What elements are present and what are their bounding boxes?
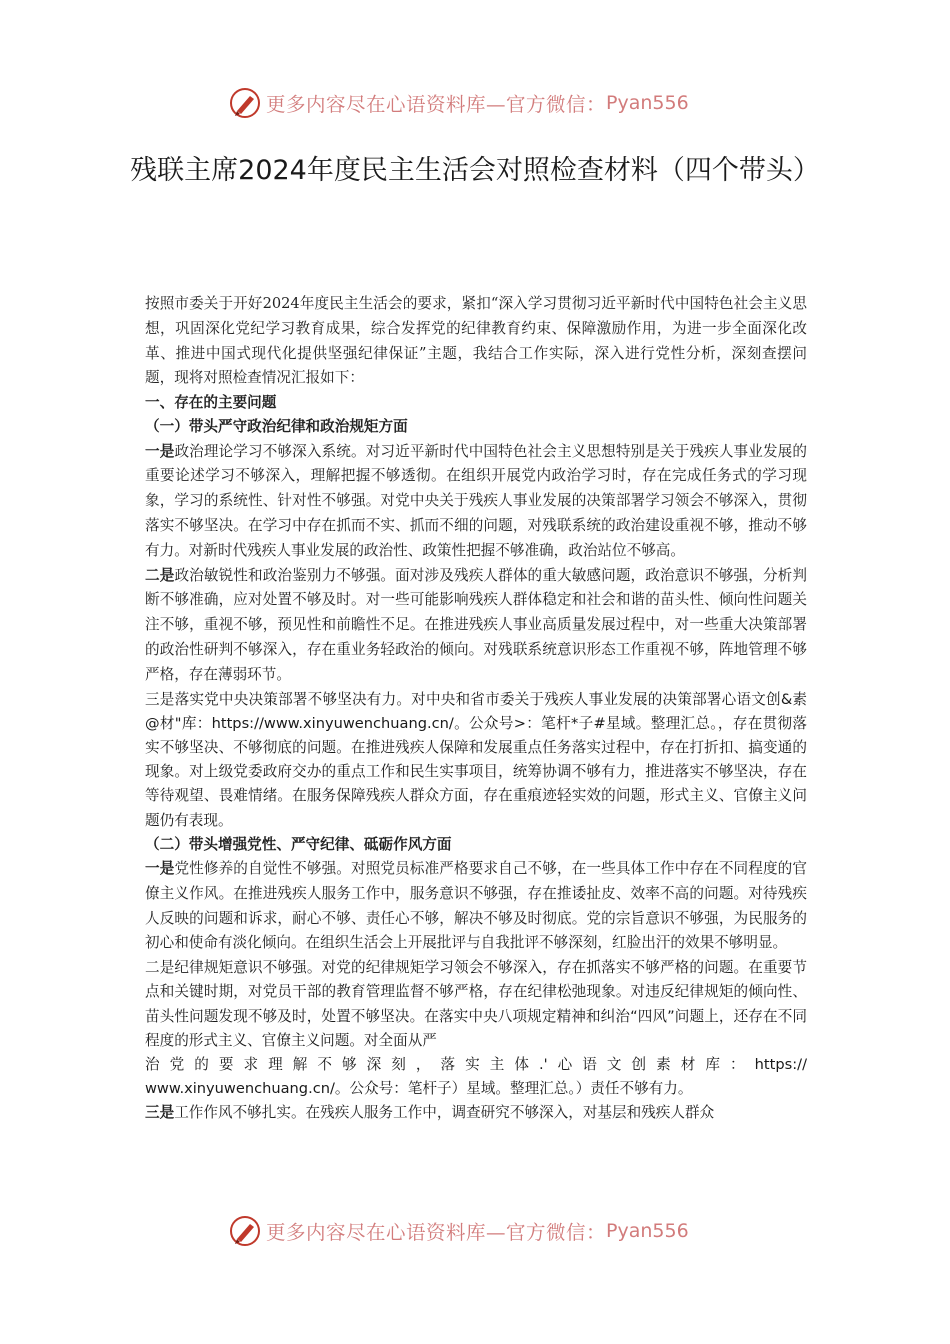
paragraph-2: [145, 564, 807, 688]
banner-text: 更多内容尽在心语资料库—官方微信：: [266, 93, 607, 116]
paragraph-5-spaced-line: 治党的要求理解不够深刻，落实主体.'心语文创素材库：https://: [145, 1055, 807, 1073]
header-banner: [228, 83, 748, 123]
subsection-heading: （一）带头严守政治纪律和政治规矩方面: [145, 418, 408, 436]
paragraph-2-lead: 二是: [145, 566, 175, 584]
paragraph-2-text: 政治敏锐性和政治鉴别力不够强。面对涉及残疾人群体的重大敏感问题，政治意识不够强，分析判断不够准确，应对处置不够及时。对一些可能影响残疾人群体稳定和社会和谐的苗头性、倾向性问题关注不够，重视不够，预见性和前瞻性不足。在推进残疾人事业高质量发展过程中，对一些重大决策部署的政治性研判不够深入，存在重业务轻政治的倾向。对残联系统意识形态工作重视不够，阵地管理不够严格，存在薄弱环节。: [145, 566, 807, 683]
paragraph-1: [145, 440, 807, 564]
paragraph-1-text: 政治理论学习不够深入系统。对习近平新时代中国特色社会主义思想特别是关于残疾人事业发展的重要论述学习不够深入，理解把握不够透彻。在组织开展党内政治学习时，存在完成任务式的学习现象，学习的系统性、针对性不够强。对党中央关于残疾人事业发展的决策部署学习领会不够深入，贯彻落实不够坚决。在学习中存在抓而不实、抓而不细的问题，对残联系统的政治建设重视不够，推动不够有力。对新时代残疾人事业发展的政治性、政策性把握不够准确，政治站位不够高。: [145, 442, 807, 559]
footer-banner: [228, 1211, 748, 1251]
paragraph-6-lead: 三是: [145, 1104, 175, 1122]
document-body: [145, 292, 807, 1126]
banner-handle: Pyan556: [606, 1220, 689, 1242]
paragraph-6: [145, 1101, 807, 1126]
paragraph-4-text: 党性修养的自觉性不够强。对照党员标准严格要求自己不够，在一些具体工作中存在不同程度的官僚主义作风。在推进残疾人服务工作中，服务意识不够强，存在推诿扯皮、效率不高的问题。对待残疾人反映的问题和诉求，耐心不够、责任心不够，解决不够及时彻底。党的宗旨意识不够强，为民服务的初心和使命有淡化倾向。在组织生活会上开展批评与自我批评不够深刻，红脸出汗的效果不够明显。: [145, 859, 807, 952]
pen-logo-icon: [228, 1214, 262, 1248]
subsection-heading-2: （二）带头增强党性、严守纪律、砥砺作风方面: [145, 835, 452, 853]
pen-logo-icon: [228, 86, 262, 120]
paragraph-1-lead: 一是: [145, 442, 175, 460]
banner-text: 更多内容尽在心语资料库—官方微信：: [266, 1221, 607, 1244]
paragraph-5-end: www.xinyuwenchuang.cn/。公众号：笔杆子）星域。整理汇总。）责任不够有力。: [145, 1080, 693, 1098]
paragraph-5: 二是纪律规矩意识不够强。对党的纪律规矩学习领会不够深入，存在抓落实不够严格的问题。在重要节点和关键时期，对党员干部的教育管理监督不够严格，存在纪律松弛现象。对违反纪律规矩的倾向性、苗头性问题发现不够及时，处置不够坚决。在落实中央八项规定精神和纠治“四风”问题上，还存在不同程度的形式主义、官僚主义问题。对全面从严: [145, 959, 807, 1049]
section-heading: 一、存在的主要问题: [145, 394, 277, 412]
document-title: 残联主席2024年度民主生活会对照检查材料（四个带头）: [130, 155, 820, 186]
paragraph-4-lead: 一是: [145, 859, 175, 877]
paragraph-6-text: 工作作风不够扎实。在残疾人服务工作中，调查研究不够深入，对基层和残疾人群众: [174, 1104, 715, 1122]
banner-handle: Pyan556: [606, 92, 689, 114]
paragraph-4: [145, 857, 807, 956]
intro-paragraph: 按照市委关于开好2024年度民主生活会的要求，紧扣“深入学习贯彻习近平新时代中国特色社会主义思想，巩固深化党纪学习教育成果，综合发挥党的纪律教育约束、保障激励作用，为进一步全面深化改革、推进中国式现代化提供坚强纪律保证”主题，我结合工作实际，深入进行党性分析，深刻查摆问题，现将对照检查情况汇报如下：: [145, 295, 807, 387]
paragraph-3: 三是落实党中央决策部署不够坚决有力。对中央和省市委关于残疾人事业发展的决策部署心语文创&素@材"库：https://www.xinyuwenchuang.cn/。公众号>：笔杆*子#星域。整理汇总。，存在贯彻落实不够坚决、不够彻底的问题。在推进残疾人保障和发展重点任务落实过程中，存在打折扣、搞变通的现象。对上级党委政府交办的重点工作和民生实事项目，统筹协调不够有力，推进落实不够坚决，存在等待观望、畏难情绪。在服务保障残疾人群众方面，存在重痕迹轻实效的问题，形式主义、官僚主义问题仍有表现。: [145, 690, 807, 829]
